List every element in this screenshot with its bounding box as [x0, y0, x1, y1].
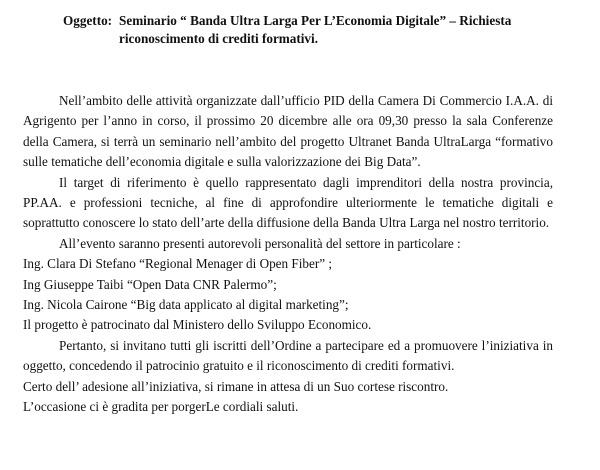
body-line: Nell’ambito delle attività organizzate dall’ufficio PID della Camera Di Commercio I.A.A. di [59, 93, 553, 108]
body-line: Ing Giuseppe Taibi “Open Data CNR Palermo”; [23, 276, 277, 292]
subject-line-2: riconoscimento di crediti formativi. [119, 31, 318, 46]
body-line: Il target di riferimento è quello rappresentato dagli imprenditori della nostra provincia, [59, 174, 553, 190]
body-line: All’evento saranno presenti autorevoli personalità del settore in particolare : [59, 235, 461, 251]
body-line: Ing. Clara Di Stefano “Regional Menager di Open Fiber” ; [23, 256, 333, 272]
letter-body [23, 91, 553, 417]
body-line: sulle tematiche dell’economia digitale e sulla valorizzazione dei Big Data”. [23, 154, 421, 170]
body-line: PP.AA. e professioni tecniche, al fine di approfondire ulteriormente le tematiche digitali e [23, 194, 553, 210]
subject-line-1: Seminario “ Banda Ultra Larga Per L’Economia Digitale” – Richiesta [119, 13, 512, 28]
body-line: L’occasione ci è gradita per porgerLe cordiali saluti. [23, 399, 299, 414]
body-line: Agrigento per l’anno in corso, il prossimo 20 dicembre alle ora 09,30 presso la sala Conferenze [23, 113, 553, 129]
body-line: Il progetto è patrocinato dal Ministero dello Sviluppo Economico. [23, 317, 372, 333]
body-line: della Camera, si terrà un seminario nell’ambito del progetto Ultranet Banda UltraLarga “formativo [23, 133, 553, 149]
body-line: soprattutto conoscere lo stato dell’arte della diffusione della Banda Ultra Larga nel nostro territorio. [23, 215, 550, 231]
subject-label: Oggetto: [63, 13, 113, 28]
body-line: Ing. Nicola Cairone “Big data applicato al digital marketing”; [23, 296, 349, 312]
body-line: oggetto, concedendo il patrocinio gratuito e il riconoscimento di crediti formativi. [23, 358, 455, 374]
body-line: Certo dell’ adesione all’iniziativa, si rimane in attesa di un Suo cortese riscontro. [23, 378, 449, 394]
body-line: Pertanto, si invitano tutti gli iscritti dell’Ordine a partecipare ed a promuovere l’iniziativa in [59, 337, 553, 353]
